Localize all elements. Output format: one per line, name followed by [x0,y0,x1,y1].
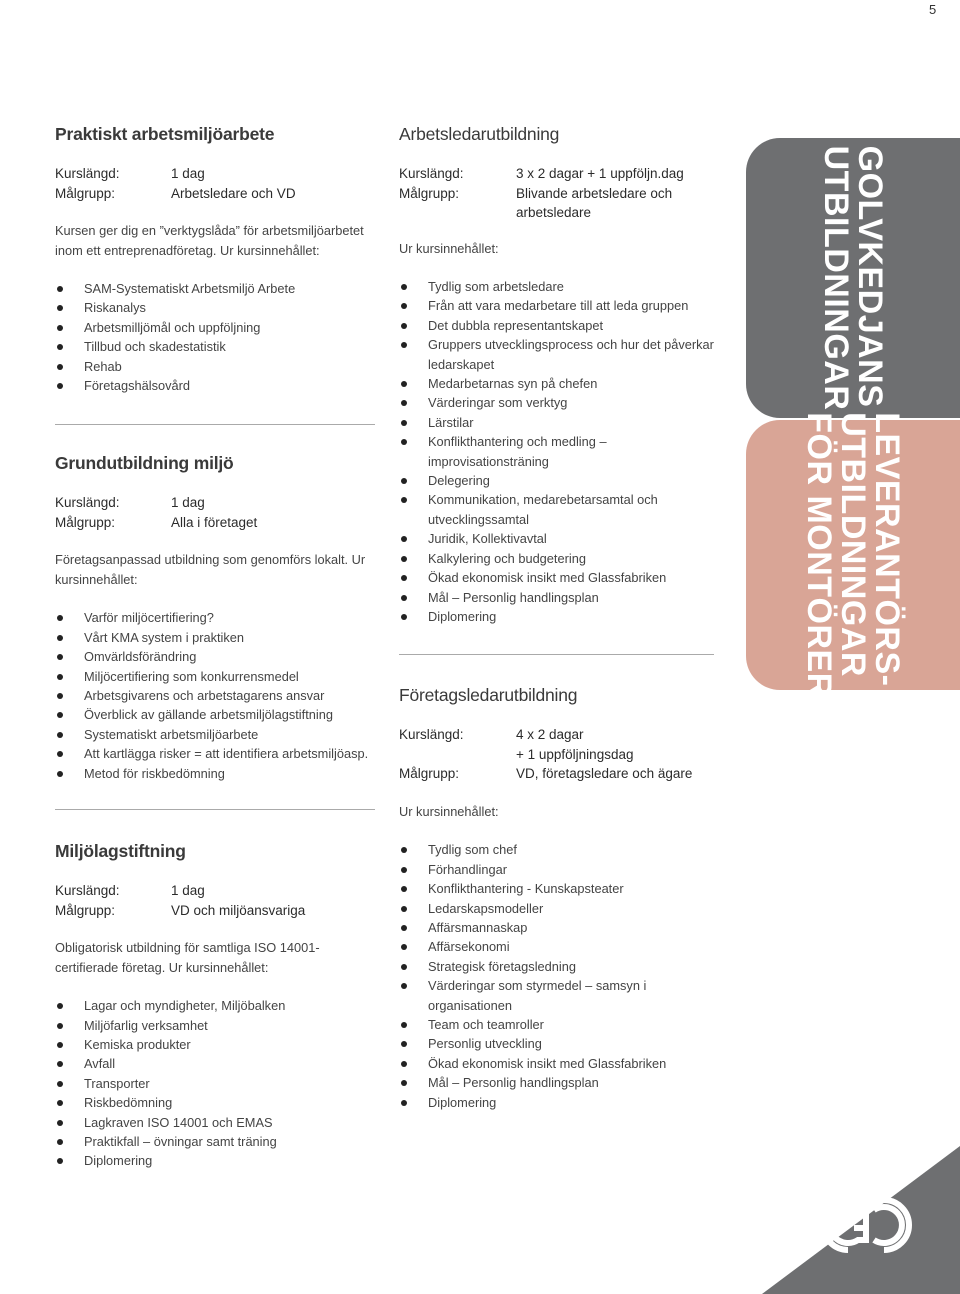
list-item: Tillbud och skadestatistik [55,337,375,356]
list-item: Det dubbla representantskapet [399,316,714,335]
list-item: Miljöfarlig verksamhet [55,1016,375,1035]
list-item: Riskanalys [55,298,375,317]
course-meta [55,881,375,920]
meta-value: 1 dag [171,495,205,511]
meta-key [399,745,516,765]
list-item: Lagkraven ISO 14001 och EMAS [55,1113,375,1132]
content-list [55,996,375,1171]
meta-key: Målgrupp: [55,185,116,201]
tab-label-line: FÖR MONTÖRER [800,412,838,698]
meta-value: 1 dag [171,883,205,899]
list-item: Strategisk företagsledning [399,957,714,976]
course-description: Obligatorisk utbildning för samtliga ISO 14001-certifierade företag. Ur kursinnehållet: [55,940,320,975]
tab-leverantorsutbildningar[interactable] [746,412,960,698]
tab-label-line: UTBILDNINGAR [834,412,872,677]
tab-golvkedjans-utbildningar[interactable] [746,138,960,418]
course-description: Kursen ger dig en ”verktygslåda” för arbetsmiljöarbetet inom ett entreprenadföretag. Ur kursinnehållet: [55,223,364,258]
list-item: Mål – Personlig handlingsplan [399,588,714,607]
meta-key: Kurslängd: [399,727,464,743]
meta-value: Blivande arbetsledare och arbetsledare [516,185,673,220]
list-item: Kommunikation, medarebetarsamtal och utvecklingssamtal [399,490,714,529]
meta-value: VD och miljöansvariga [171,902,306,918]
course-description: Företagsanpassad utbildning som genomförs lokalt. Ur kursinnehållet: [55,552,366,587]
list-item: Delegering [399,471,714,490]
list-item: Lärstilar [399,413,714,432]
meta-key: Kurslängd: [55,495,120,511]
list-item: Företagshälsovård [55,376,375,395]
tab-label [802,412,904,698]
content-list [55,279,375,395]
tab-label [819,146,887,411]
list-item: Transporter [55,1074,375,1093]
section-title: Praktiskt arbetsmiljöarbete [55,124,275,144]
section-title: Arbetsledarutbildning [399,124,560,144]
section-arbetsledarutbildning [399,122,714,626]
content-list [399,840,714,1112]
list-item: Lagar och myndigheter, Miljöbalken [55,996,375,1015]
meta-row [399,184,714,223]
list-item: Tydlig som chef [399,840,714,859]
list-item: Överblick av gällande arbetsmiljölagstiftning [55,705,375,724]
list-item: Riskbedömning [55,1093,375,1112]
course-meta [55,164,375,203]
meta-row [55,164,375,184]
list-item: SAM-Systematiskt Arbetsmiljö Arbete [55,279,375,298]
list-item: Juridik, Kollektivavtal [399,529,714,548]
tab-label-line: UTBILDNINGAR [817,145,855,411]
list-item: Diplomering [399,607,714,626]
course-meta [399,164,714,223]
course-description: Ur kursinnehållet: [399,803,499,819]
list-item: Arbetsgivarens och arbetstagarens ansvar [55,686,375,705]
meta-row [55,513,375,533]
section-praktiskt-arbetsmiljoarbete [55,122,375,395]
section-foretagsledarutbildning [399,683,714,1112]
section-title: Företagsledarutbildning [399,685,578,706]
course-meta [399,725,714,784]
list-item: Ökad ekonomisk insikt med Glassfabriken [399,568,714,587]
meta-row [399,764,714,784]
meta-row [55,901,375,921]
list-item: Medarbetarnas syn på chefen [399,374,714,393]
meta-row [55,493,375,513]
meta-value: Arbetsledare och VD [171,185,296,201]
list-item: Diplomering [55,1151,375,1170]
meta-value: 4 x 2 dagar [516,727,584,743]
divider [399,654,714,655]
meta-value: 1 dag [171,166,205,181]
list-item: Från att vara medarbetare till att leda gruppen [399,296,714,315]
list-item: Diplomering [399,1093,714,1112]
list-item: Arbetsmilljömål och uppföljning [55,318,375,337]
golvkedjan-logo-icon [762,1146,960,1294]
list-item: Förhandlingar [399,860,714,879]
list-item: Tydlig som arbetsledare [399,277,714,296]
list-item: Rehab [55,357,375,376]
meta-key: Kurslängd: [55,883,120,899]
meta-row [399,725,714,745]
meta-key: Målgrupp: [399,185,460,201]
meta-key: Kurslängd: [55,166,120,181]
list-item: Affärsekonomi [399,937,714,956]
meta-value: VD, företagsledare och ägare [516,766,693,782]
meta-value: + 1 uppföljningsdag [516,746,634,762]
list-item: Ökad ekonomisk insikt med Glassfabriken [399,1054,714,1073]
list-item: Omvärldsförändring [55,647,375,666]
section-title: Miljölagstiftning [55,841,186,862]
course-description: Ur kursinnehållet: [399,240,499,256]
list-item: Personlig utveckling [399,1034,714,1053]
left-column [55,122,375,1171]
meta-key: Målgrupp: [55,902,116,918]
list-item: Metod för riskbedömning [55,764,375,783]
list-item: Konflikthantering - Kunskapsteater [399,879,714,898]
list-item: Värderingar som verktyg [399,393,714,412]
section-title: Grundutbildning miljö [55,453,234,474]
meta-value: Alla i företaget [171,514,258,530]
list-item: Miljöcertifiering som konkurrensmedel [55,667,375,686]
content-list [55,608,375,783]
divider [55,424,375,425]
list-item: Varför miljöcertifiering? [55,608,375,627]
list-item: Avfall [55,1054,375,1073]
list-item: Kemiska produkter [55,1035,375,1054]
course-meta [55,493,375,532]
list-item: Gruppers utvecklingsprocess och hur det påverkar ledarskapet [399,335,714,374]
meta-row [55,881,375,901]
list-item: Vårt KMA system i praktiken [55,628,375,647]
meta-row [399,164,714,184]
meta-key: Målgrupp: [399,766,460,782]
meta-value: 3 x 2 dagar + 1 uppföljn.dag [516,166,684,181]
meta-key: Kurslängd: [399,166,464,181]
divider [55,809,375,810]
list-item: Team och teamroller [399,1015,714,1034]
meta-row [399,745,714,765]
list-item: Systematiskt arbetsmiljöarbete [55,725,375,744]
content-list [399,277,714,626]
list-item: Praktikfall – övningar samt träning [55,1132,375,1151]
meta-key: Målgrupp: [55,514,116,530]
list-item: Ledarskapsmodeller [399,899,714,918]
list-item: Kalkylering och budgetering [399,549,714,568]
meta-row [55,184,375,204]
page-number: 5 [929,2,937,17]
list-item: Värderingar som styrmedel – samsyn i organisationen [399,976,714,1015]
section-miljolagstiftning [55,839,375,1171]
tab-label-line: GOLVKEDJANS [851,145,889,408]
list-item: Mål – Personlig handlingsplan [399,1073,714,1092]
list-item: Att kartlägga risker = att identifiera arbetsmiljöasp. [55,744,375,763]
middle-column [399,122,714,1112]
list-item: Konflikthantering och medling – improvisationsträning [399,432,714,471]
tab-label-line: LEVERANTÖRS- [868,412,906,687]
list-item: Affärsmannaskap [399,918,714,937]
section-grundutbildning-miljo [55,451,375,783]
